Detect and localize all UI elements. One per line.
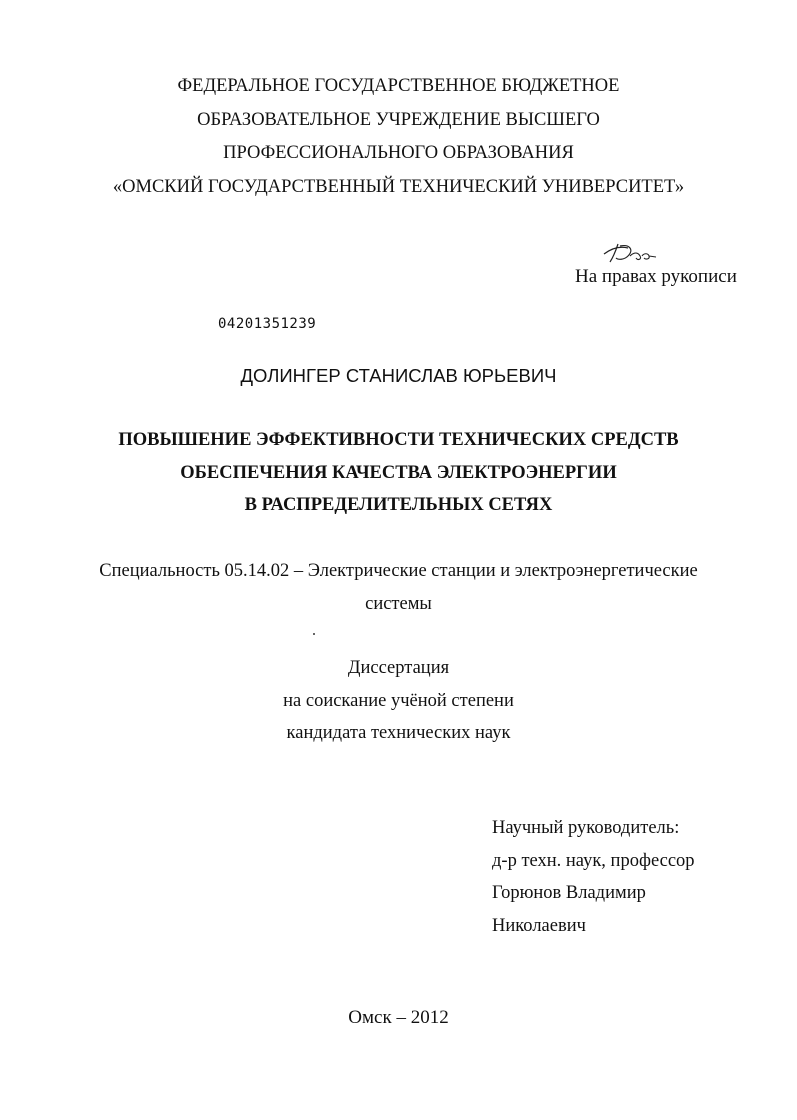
degree-block (0, 652, 797, 750)
specialty-line-1: Специальность 05.14.02 – Электрические станции и электроэнергетические (99, 561, 698, 581)
supervisor-line-1: Научный руководитель: (492, 818, 680, 838)
supervisor-line-2: д-р техн. наук, профессор (492, 850, 695, 871)
manuscript-note: На правах рукописи (575, 266, 737, 287)
supervisor-line-3: Горюнов Владимир (492, 883, 646, 903)
institution-line-2: ОБРАЗОВАТЕЛЬНОЕ УЧРЕЖДЕНИЕ ВЫСШЕГО (197, 109, 600, 130)
supervisor-line-4: Николаевич (492, 915, 586, 936)
title-line-3: В РАСПРЕДЕЛИТЕЛЬНЫХ СЕТЯХ (244, 495, 553, 515)
specialty-line-2: системы (365, 594, 432, 614)
archive-number: 04201351239 (218, 316, 317, 332)
degree-line-3: кандидата технических наук (286, 723, 511, 743)
supervisor-block (492, 812, 695, 942)
institution-line-1: ФЕДЕРАЛЬНОЕ ГОСУДАРСТВЕННОЕ БЮДЖЕТНОЕ (177, 76, 620, 96)
signature-icon (600, 240, 660, 266)
title-line-1: ПОВЫШЕНИЕ ЭФФЕКТИВНОСТИ ТЕХНИЧЕСКИХ СРЕДСТВ (118, 430, 679, 450)
city-year: Омск – 2012 (348, 1007, 449, 1028)
title-line-2: ОБЕСПЕЧЕНИЯ КАЧЕСТВА ЭЛЕКТРОЭНЕРГИИ (180, 462, 617, 483)
degree-line-2: на соискание учёной степени (283, 690, 514, 711)
author-block (0, 361, 797, 391)
institution-header (0, 70, 797, 204)
scan-speck (313, 633, 315, 635)
dissertation-title (0, 424, 797, 522)
city-year-block (0, 1003, 797, 1033)
institution-line-4: «ОМСКИЙ ГОСУДАРСТВЕННЫЙ ТЕХНИЧЕСКИЙ УНИВЕРСИТЕТ» (112, 176, 685, 197)
degree-line-1: Диссертация (347, 658, 450, 678)
institution-line-3: ПРОФЕССИОНАЛЬНОГО ОБРАЗОВАНИЯ (223, 143, 574, 163)
author-name: ДОЛИНГЕР СТАНИСЛАВ ЮРЬЕВИЧ (240, 365, 557, 386)
specialty-block (0, 555, 797, 621)
